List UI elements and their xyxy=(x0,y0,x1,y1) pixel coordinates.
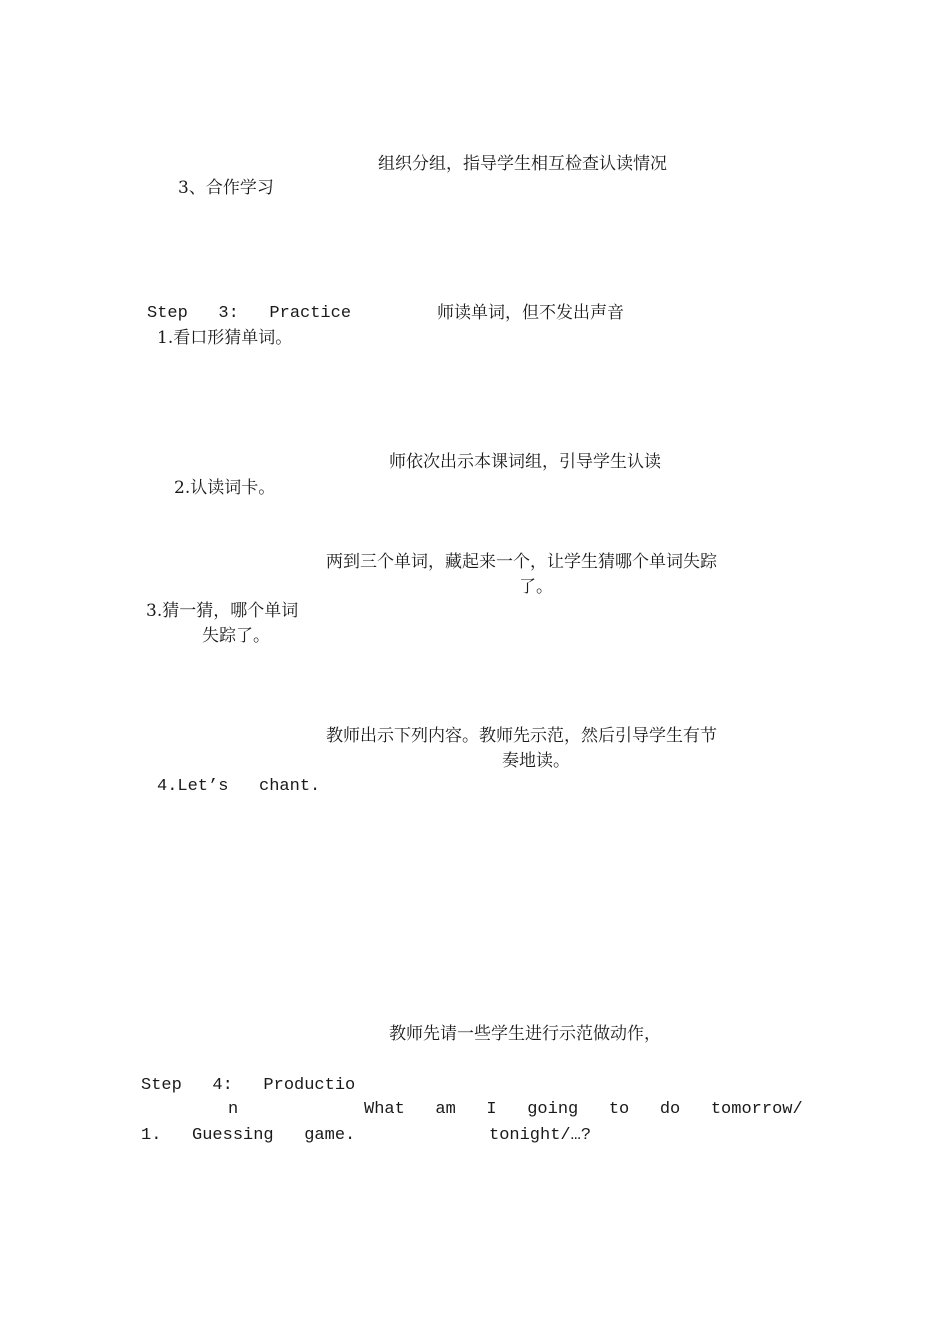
row1-left-label: 3、合作学习 xyxy=(178,178,274,198)
row6-step-heading-wrap: n xyxy=(228,1100,239,1119)
row4-left-line1: 3.猜一猜，哪个单词 xyxy=(146,601,299,621)
row5-left-item: 4.Let’s chant. xyxy=(157,777,321,796)
row6-right-line3: tonight/…? xyxy=(489,1126,592,1145)
row6-left-item: 1. Guessing game. xyxy=(141,1126,356,1145)
row2-step-heading: Step 3: Practice xyxy=(147,304,352,323)
row6-right-line1: 教师先请一些学生进行示范做动作， xyxy=(389,1024,661,1044)
row3-left-item: 2.认读词卡。 xyxy=(174,478,276,498)
row4-right-line1: 两到三个单词，藏起来一个，让学生猜哪个单词失踪 xyxy=(326,552,717,572)
row5-right-line1: 教师出示下列内容。教师先示范，然后引导学生有节 xyxy=(326,726,717,746)
row3-right-text: 师依次出示本课词组，引导学生认读 xyxy=(389,452,661,472)
row4-left-line2: 失踪了。 xyxy=(202,626,270,646)
row5-right-line2: 奏地读。 xyxy=(502,751,570,771)
row2-right-text: 师读单词，但不发出声音 xyxy=(437,303,624,323)
row6-step-heading: Step 4: Productio xyxy=(141,1076,356,1095)
row2-left-item: 1.看口形猜单词。 xyxy=(157,328,293,348)
row6-right-line2: What am I going to do tomorrow/ xyxy=(364,1100,803,1119)
row4-right-line2: 了。 xyxy=(519,577,553,597)
row1-right-text: 组织分组，指导学生相互检查认读情况 xyxy=(378,154,667,174)
